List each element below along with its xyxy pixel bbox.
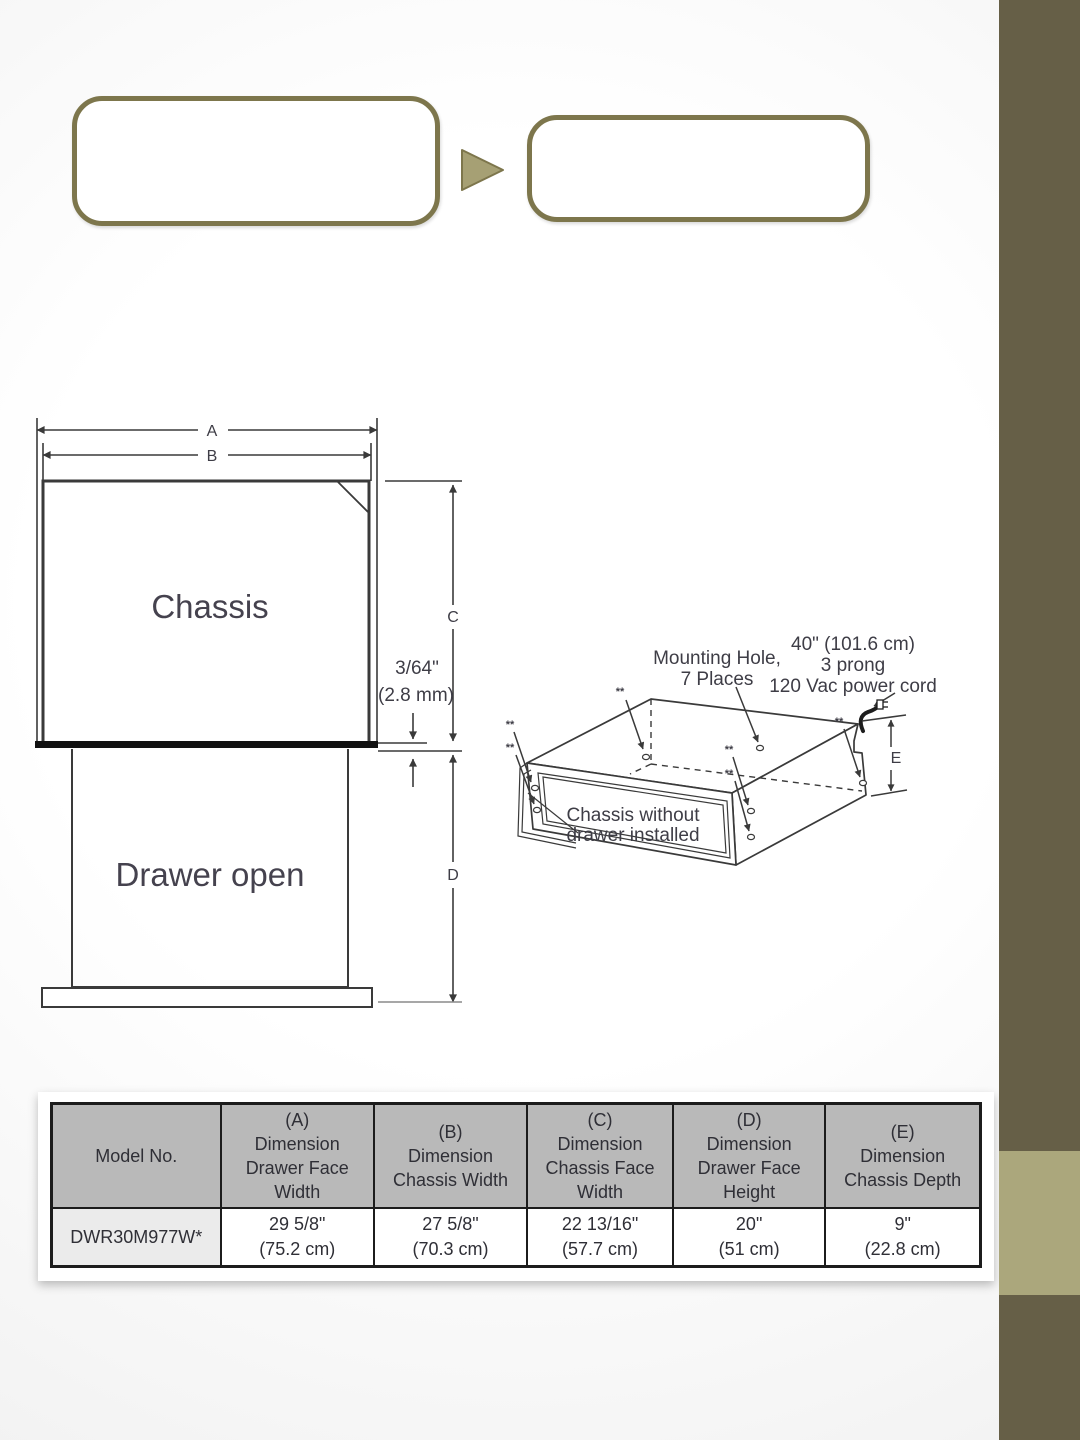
flow-box-left <box>72 96 440 226</box>
cell-line: (57.7 cm) <box>562 1239 639 1259</box>
header-line: Width <box>274 1182 321 1202</box>
cell-model-no <box>52 1208 221 1267</box>
mounting-hole <box>748 834 755 839</box>
header-model-no <box>52 1104 221 1209</box>
cord-label-3: 120 Vac power cord <box>769 676 937 697</box>
mounting-hole <box>748 808 755 813</box>
front-dimension-diagram <box>30 410 480 1030</box>
dimension-lines <box>37 418 462 1002</box>
cell-dim-e <box>825 1208 980 1267</box>
header-line: Drawer Face <box>697 1158 801 1178</box>
dimensions-table-card <box>38 1092 994 1281</box>
drawer-open-label: Drawer open <box>115 856 305 893</box>
header-dim-d <box>673 1104 825 1209</box>
header-line: (E) <box>890 1122 915 1142</box>
cell-dim-c <box>527 1208 673 1267</box>
header-line: Dimension <box>706 1134 792 1154</box>
hole-marker: ** <box>505 719 515 731</box>
mounting-hole <box>532 785 539 790</box>
cell-dim-a <box>221 1208 374 1267</box>
hole-marker: ** <box>724 768 734 780</box>
iso-caption-2: drawer installed <box>566 825 700 846</box>
counter-line <box>35 741 378 748</box>
iso-chassis-diagram <box>480 600 950 910</box>
hole-marker: ** <box>724 744 734 756</box>
header-line: (A) <box>285 1110 310 1130</box>
hole-marker: ** <box>834 716 844 728</box>
cell-line: 22 13/16" <box>561 1214 639 1234</box>
dim-d-label: D <box>447 867 459 884</box>
header-line: Width <box>577 1182 624 1202</box>
header-line: Model No. <box>95 1146 178 1166</box>
cell-line: 20" <box>735 1214 763 1234</box>
header-line: Dimension <box>407 1146 493 1166</box>
plug-icon <box>877 700 888 709</box>
cell-dim-d <box>673 1208 825 1267</box>
gap-metric-label: (2.8 mm) <box>378 685 454 706</box>
tick-e-bottom <box>871 790 907 796</box>
triangle-arrow <box>462 150 503 190</box>
cell-line: DWR30M977W* <box>70 1226 203 1247</box>
flow-arrow-right-icon <box>458 146 508 196</box>
header-line: Chassis Face <box>545 1158 655 1178</box>
hole-marker: ** <box>505 742 515 754</box>
sidebar-accent-segment <box>999 1151 1080 1295</box>
mounting-hole <box>757 745 764 750</box>
drawer-base-plate <box>42 988 372 1007</box>
dim-e-label: E <box>890 750 902 767</box>
mounting-hole <box>860 780 867 785</box>
mounting-hole <box>643 754 650 759</box>
flow-box-right <box>527 115 870 222</box>
header-line: Dimension <box>860 1146 946 1166</box>
cord-label-1: 40" (101.6 cm) <box>791 634 915 655</box>
header-dim-b <box>374 1104 527 1209</box>
header-line: Height <box>723 1182 776 1202</box>
header-dim-a <box>221 1104 374 1209</box>
dim-a-label: A <box>206 423 218 440</box>
header-dim-e <box>825 1104 980 1209</box>
cell-line: 27 5/8" <box>422 1214 479 1234</box>
header-line: Dimension <box>557 1134 643 1154</box>
cell-line: (70.3 cm) <box>412 1239 489 1259</box>
header-line: (B) <box>438 1122 463 1142</box>
header-line: Chassis Depth <box>844 1170 962 1190</box>
cell-line: (51 cm) <box>718 1239 780 1259</box>
gap-fraction-label: 3/64" <box>395 658 439 679</box>
tick-e-top <box>862 715 906 721</box>
chassis-corner-notch <box>337 481 368 512</box>
header-line: Dimension <box>254 1134 340 1154</box>
table-data-row <box>52 1208 981 1267</box>
dimensions-table <box>50 1102 982 1268</box>
iso-caption-1: Chassis without <box>566 805 700 826</box>
cell-dim-b <box>374 1208 527 1267</box>
header-line: Chassis Width <box>392 1170 508 1190</box>
mounting-hole <box>534 807 541 812</box>
cord-label-2: 3 prong <box>820 655 886 676</box>
header-line: (D) <box>736 1110 762 1130</box>
header-line: (C) <box>587 1110 613 1130</box>
cell-line: 9" <box>894 1214 911 1234</box>
cell-line: (22.8 cm) <box>864 1239 941 1259</box>
mounting-hole-label-1: Mounting Hole, <box>653 648 781 669</box>
dim-b-label: B <box>206 448 218 465</box>
hole-marker: ** <box>615 686 625 698</box>
chassis-label: Chassis <box>151 588 269 625</box>
table-header-row <box>52 1104 981 1209</box>
dim-c-label: C <box>447 609 459 626</box>
cell-line: (75.2 cm) <box>259 1239 336 1259</box>
mounting-hole-label-2: 7 Places <box>680 669 754 690</box>
cell-line: 29 5/8" <box>268 1214 326 1234</box>
header-dim-c <box>527 1104 673 1209</box>
header-line: Drawer Face <box>245 1158 349 1178</box>
sidebar <box>999 0 1080 1440</box>
